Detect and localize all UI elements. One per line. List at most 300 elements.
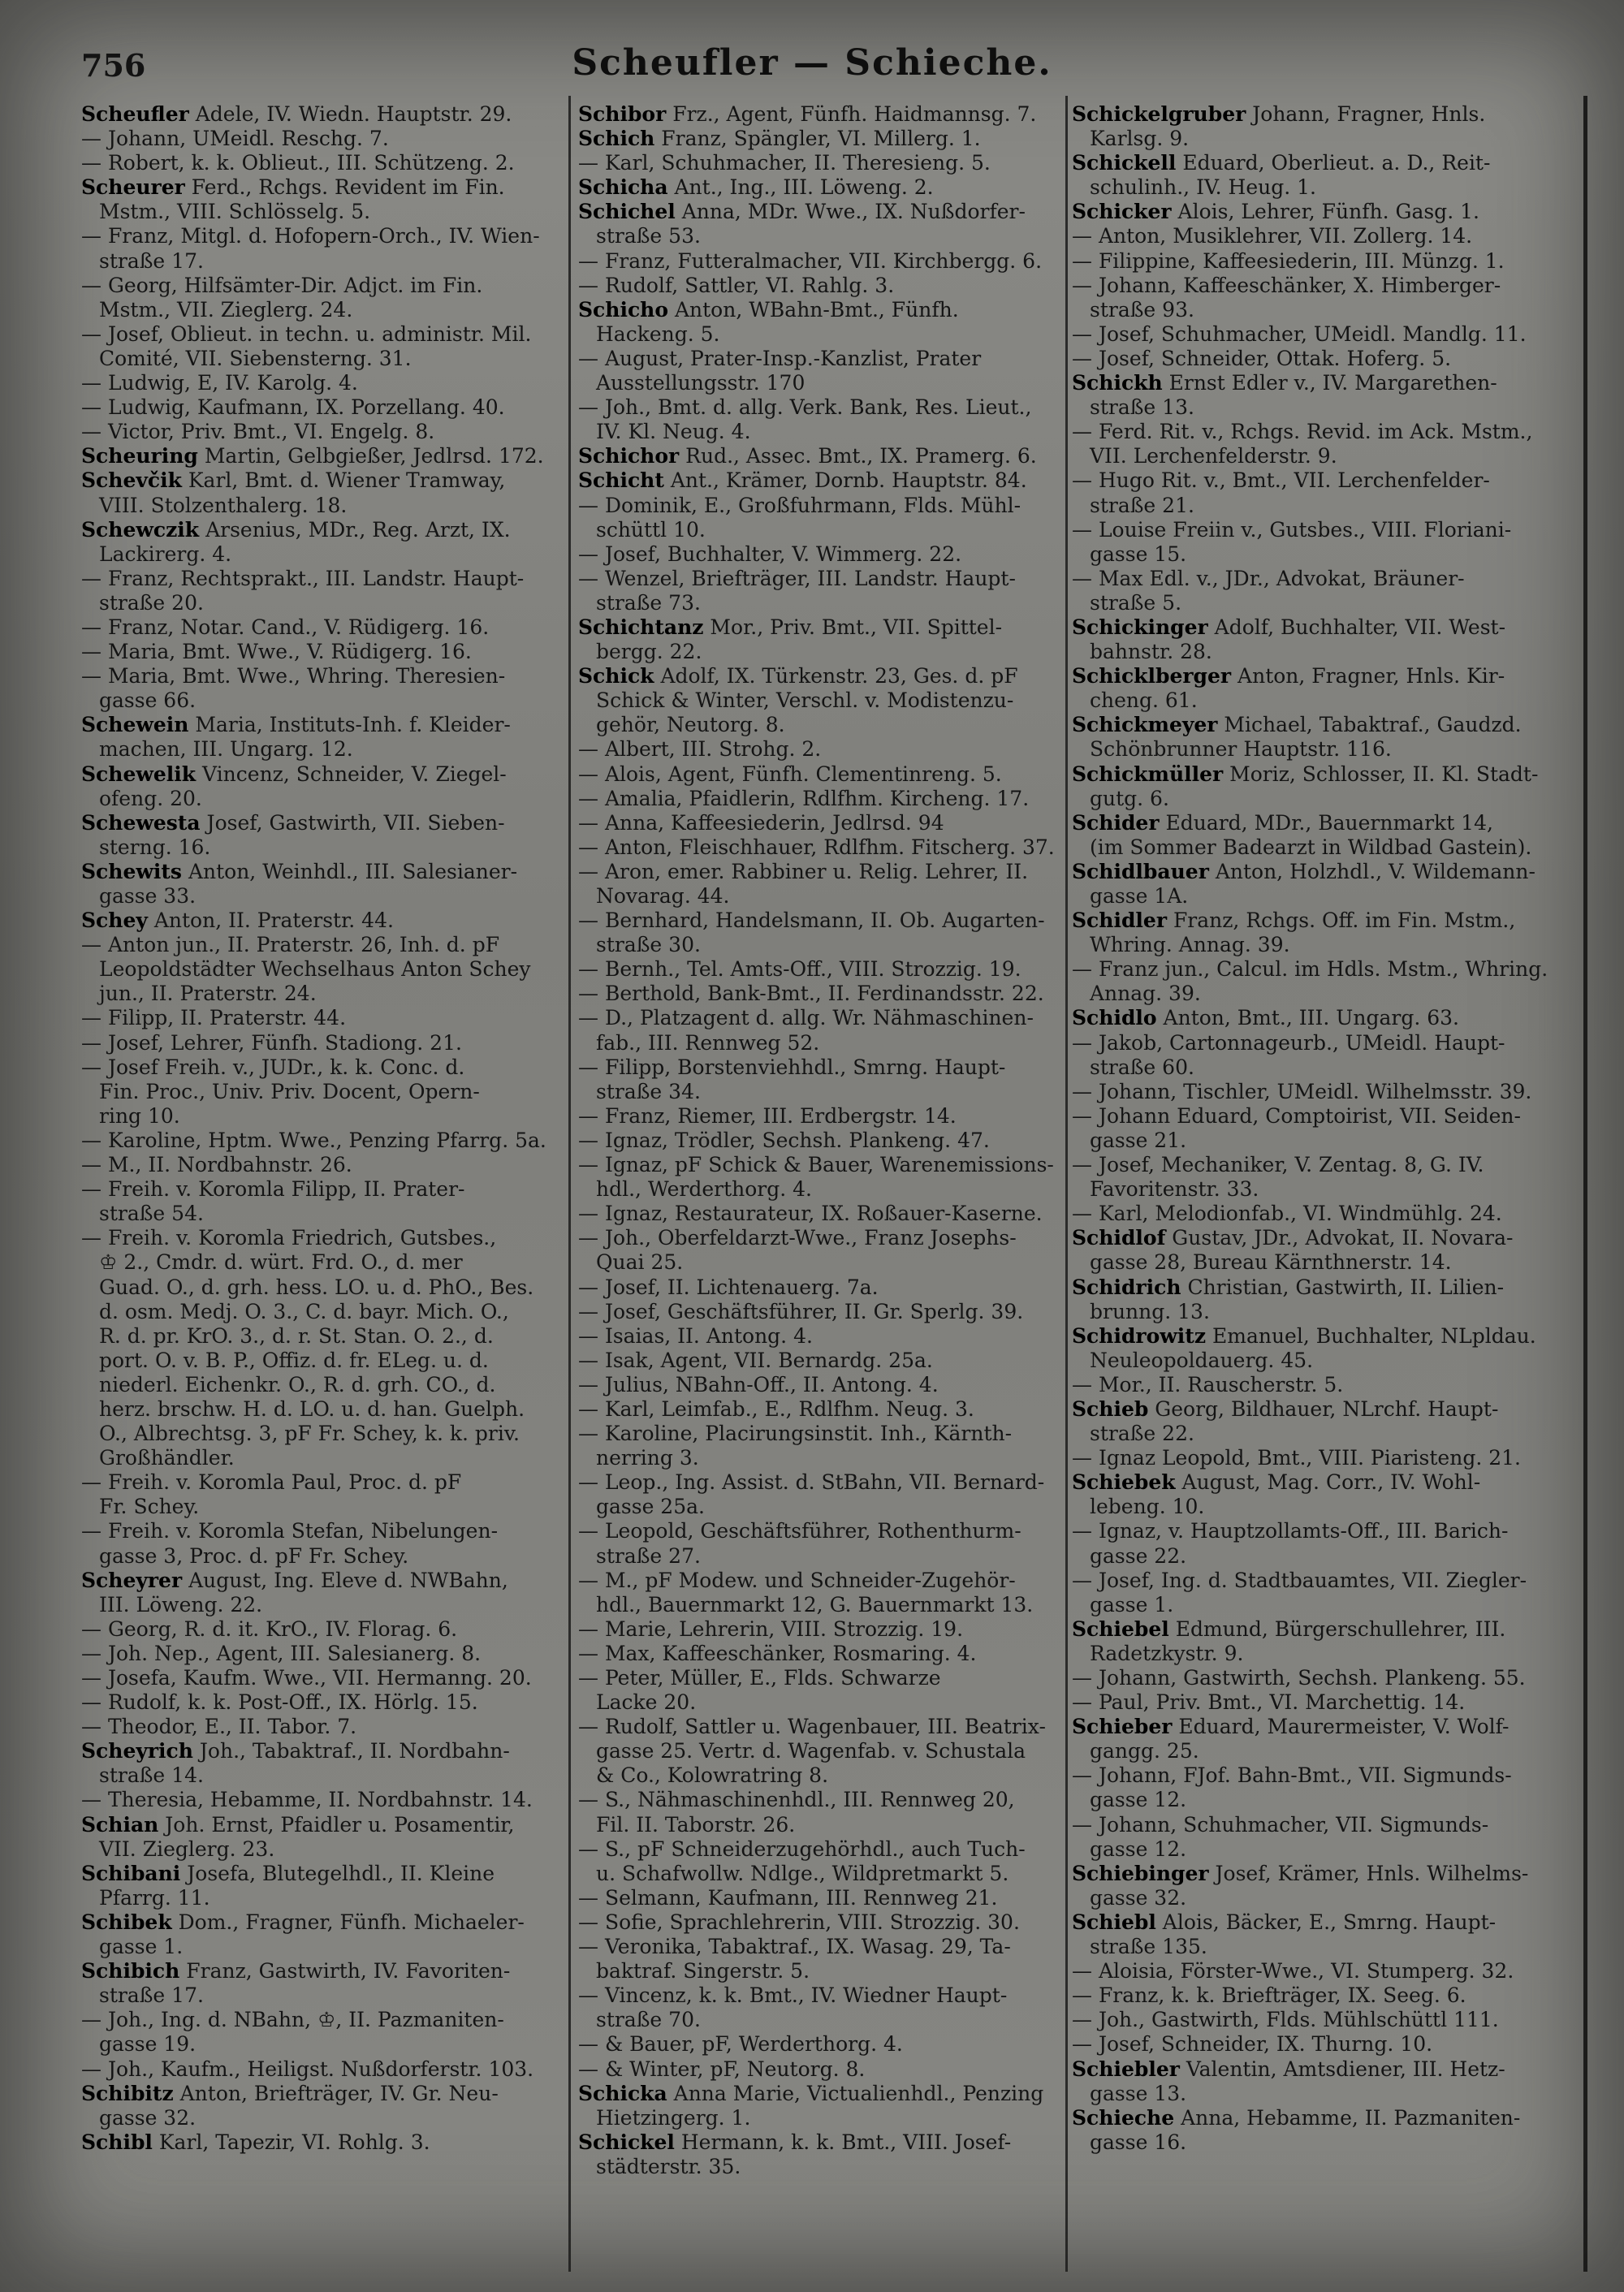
directory-line (1072, 688, 1557, 713)
directory-line (578, 1862, 1062, 1886)
directory-line (1072, 1837, 1557, 1862)
entry-text: ofeng. 20. (99, 786, 202, 810)
directory-line (81, 762, 562, 787)
directory-line (578, 347, 1062, 371)
directory-line (81, 1739, 562, 1763)
directory-line (81, 1250, 562, 1275)
entry-text: d. osm. Medj. O. 3., C. d. bayr. Mich. O., (99, 1299, 509, 1323)
entry-text: — Max Edl. v., JDr., Advokat, Bräuner- (1072, 566, 1465, 590)
entry-text: straße 17. (99, 248, 204, 273)
directory-line (81, 542, 562, 567)
entry-text: gasse 12. (1090, 1788, 1187, 1812)
entry-text: — Johann, Kaffeeschänker, X. Himberger- (1072, 273, 1501, 297)
directory-line (1072, 1666, 1557, 1690)
entry-text: Franz, Spängler, VI. Millerg. 1. (654, 127, 981, 151)
entry-text: — D., Platzagent d. allg. Wr. Nähmaschinen- (578, 1006, 1034, 1030)
entry-text: — Anton jun., II. Praterstr. 26, Inh. d. pF (81, 933, 500, 957)
directory-line (81, 1006, 562, 1030)
entry-text: Maria, Instituts-Inh. f. Kleider- (188, 713, 511, 737)
entry-text: Schönbrunner Hauptstr. 116. (1090, 737, 1392, 762)
directory-line (1072, 1080, 1557, 1104)
directory-line (81, 933, 562, 957)
directory-line (81, 420, 562, 444)
directory-line (578, 2155, 1062, 2179)
entry-text: — Wenzel, Briefträger, III. Landstr. Haupt- (578, 566, 1016, 590)
directory-line (81, 1177, 562, 1202)
entry-text: Großhändler. (99, 1446, 235, 1470)
entry-text: — Veronika, Tabaktraf., IX. Wasag. 29, Ta- (578, 1935, 1011, 1959)
directory-line (81, 1544, 562, 1569)
directory-line (81, 1519, 562, 1543)
entry-text: — Maria, Bmt. Wwe., Whring. Theresien- (81, 664, 506, 688)
entry-text: — S., Nähmaschinenhdl., III. Rennweg 20, (578, 1788, 1015, 1812)
directory-line (578, 395, 1062, 420)
directory-line (1072, 1593, 1557, 1617)
entry-surname: Schidlof (1072, 1226, 1166, 1250)
entry-text: — Johann, Gastwirth, Sechsh. Plankeng. 55. (1072, 1666, 1526, 1690)
directory-line (1072, 640, 1557, 664)
directory-line (81, 1300, 562, 1324)
entry-text: Georg, Bildhauer, NLrchf. Haupt- (1148, 1396, 1499, 1421)
directory-line (81, 664, 562, 688)
entry-text: Martin, Gelbgießer, Jedlrsd. 172. (197, 444, 544, 468)
entry-text: — Jakob, Cartonnageurb., UMeidl. Haupt- (1072, 1030, 1505, 1055)
entry-text: Eduard, Oberlieut. a. D., Reit- (1176, 151, 1491, 175)
directory-line (578, 982, 1062, 1006)
page-number: 756 (81, 47, 146, 84)
directory-line (81, 468, 562, 493)
entry-text: sterng. 16. (99, 835, 211, 859)
entry-text: — Freih. v. Koromla Paul, Proc. d. pF (81, 1470, 462, 1495)
entry-surname: Schieb (1072, 1396, 1149, 1421)
directory-line (81, 1666, 562, 1690)
directory-line (1072, 1715, 1557, 1739)
directory-line (81, 567, 562, 591)
directory-line (578, 1324, 1062, 1349)
entry-text: Anton, Briefträger, IV. Gr. Neu- (173, 2081, 499, 2105)
directory-line (578, 1129, 1062, 1153)
entry-text: — Ferd. Rit. v., Rchgs. Revid. im Ack. Mstm., (1072, 420, 1533, 444)
entry-text: — Johann, FJof. Bahn-Bmt., VII. Sigmunds- (1072, 1763, 1512, 1788)
entry-text: Karlsg. 9. (1090, 127, 1190, 151)
directory-line (1072, 1763, 1557, 1788)
directory-line (578, 1983, 1062, 2008)
entry-text: — Victor, Priv. Bmt., VI. Engelg. 8. (81, 420, 435, 444)
entry-text: — Theresia, Hebamme, II. Nordbahnstr. 14. (81, 1788, 533, 1812)
directory-line (81, 1495, 562, 1519)
directory-line (578, 1569, 1062, 1593)
directory-line (1072, 615, 1557, 640)
directory-line (81, 1349, 562, 1373)
directory-line (578, 1300, 1062, 1324)
directory-line (1072, 2082, 1557, 2106)
directory-line (578, 249, 1062, 274)
entry-surname: Schicker (1072, 200, 1172, 224)
entry-text: — Joh., Oberfeldarzt-Wwe., Franz Josephs- (578, 1226, 1017, 1250)
entry-text: — Rudolf, Sattler u. Wagenbauer, III. Beatrix- (578, 1715, 1046, 1739)
directory-line (578, 1349, 1062, 1373)
entry-text: straße 5. (1090, 590, 1182, 615)
directory-line (578, 1593, 1062, 1617)
directory-line (578, 1519, 1062, 1543)
entry-surname: Schich (578, 127, 655, 151)
entry-surname: Schevčik (81, 468, 182, 493)
directory-line (1072, 518, 1557, 542)
entry-text: Emanuel, Buchhalter, NLpldau. (1206, 1323, 1536, 1348)
entry-text: — Robert, k. k. Oblieut., III. Schützeng. 2. (81, 151, 515, 175)
entry-text: Mstm., VIII. Schlösselg. 5. (99, 200, 371, 224)
directory-line (81, 688, 562, 713)
entry-text: u. Schafwollw. Ndlge., Wildpretmarkt 5. (596, 1861, 1009, 1885)
entry-text: Michael, Tabaktraf., Gaudzd. (1217, 713, 1522, 737)
entry-text: Eduard, Maurermeister, V. Wolf- (1172, 1715, 1510, 1739)
directory-line (578, 420, 1062, 444)
directory-line (81, 982, 562, 1006)
entry-text: Anton, Weinhdl., III. Salesianer- (182, 859, 518, 883)
entry-surname: Schichor (578, 444, 680, 468)
entry-text: Valentin, Amtsdiener, III. Hetz- (1179, 2057, 1505, 2081)
entry-text: Annag. 39. (1090, 982, 1201, 1006)
entry-text: straße 14. (99, 1763, 204, 1788)
directory-line (81, 1763, 562, 1788)
directory-line (578, 1788, 1062, 1812)
entry-text: Lacke 20. (596, 1690, 697, 1715)
directory-line (1072, 1153, 1557, 1177)
entry-text: Adolf, Buchhalter, VII. West- (1207, 615, 1506, 639)
entry-text: — Filippine, Kaffeesiederin, III. Münzg. 1. (1072, 248, 1505, 273)
directory-line (578, 835, 1062, 860)
entry-text: — Rudolf, Sattler, VI. Rahlg. 3. (578, 273, 895, 297)
entry-text: R. d. pr. KrO. 3., d. r. St. Stan. O. 2., d. (99, 1323, 494, 1348)
directory-line (81, 175, 562, 200)
entry-surname: Schiebl (1072, 1910, 1156, 1934)
directory-line (81, 1788, 562, 1812)
directory-line (1072, 347, 1557, 371)
directory-line (578, 444, 1062, 468)
entry-text: Josef, Krämer, Hnls. Wilhelms- (1208, 1861, 1529, 1885)
directory-line (1072, 1055, 1557, 1080)
entry-surname: Schey (81, 909, 148, 933)
entry-text: — Freih. v. Koromla Friedrich, Gutsbes., (81, 1226, 497, 1250)
directory-line (578, 1813, 1062, 1837)
entry-text: — Josef, II. Lichtenauerg. 7a. (578, 1275, 879, 1299)
entry-text: Anton, Holzhdl., V. Wildemann- (1208, 859, 1535, 883)
directory-line (1072, 224, 1557, 248)
entry-surname: Scheyrich (81, 1739, 193, 1763)
directory-line (578, 1715, 1062, 1739)
entry-surname: Schewits (81, 859, 182, 883)
directory-line (1072, 762, 1557, 787)
directory-line (578, 2082, 1062, 2106)
entry-text: — Freih. v. Koromla Stefan, Nibelungen- (81, 1519, 499, 1543)
entry-text: — Georg, Hilfsämter-Dir. Adjct. im Fin. (81, 273, 483, 297)
directory-line (81, 1202, 562, 1226)
entry-text: gasse 16. (1090, 2130, 1187, 2154)
directory-line (1072, 1250, 1557, 1275)
directory-line (81, 1324, 562, 1349)
entry-text: schulinh., IV. Heug. 1. (1090, 175, 1316, 200)
entry-text: — M., II. Nordbahnstr. 26. (81, 1153, 352, 1177)
entry-surname: Schicklberger (1072, 664, 1232, 688)
entry-text: Dom., Fragner, Fünfh. Michaeler- (171, 1910, 525, 1934)
entry-text: Guad. O., d. grh. hess. LO. u. d. PhO., Bes. (99, 1275, 534, 1299)
entry-text: — Dominik, E., Großfuhrmann, Flds. Mühl- (578, 493, 1021, 517)
directory-line (1072, 1031, 1557, 1055)
entry-text: Frz., Agent, Fünfh. Haidmannsg. 7. (666, 102, 1037, 126)
entry-text: — Joh., Bmt. d. allg. Verk. Bank, Res. Lieut., (578, 395, 1032, 420)
entry-surname: Schiebel (1072, 1616, 1169, 1641)
directory-line (578, 1959, 1062, 1983)
entry-text: — Johann, UMeidl. Reschg. 7. (81, 127, 389, 151)
entry-surname: Schickmeyer (1072, 713, 1218, 737)
entry-text: — & Bauer, pF, Werderthorg. 4. (578, 2032, 903, 2057)
entry-surname: Schibich (81, 1959, 180, 1983)
entry-surname: Schidrich (1072, 1275, 1181, 1299)
entry-text: — Josef, Schneider, Ottak. Hoferg. 5. (1072, 346, 1452, 370)
entry-text: III. Löweng. 22. (99, 1592, 263, 1616)
entry-surname: Scheufler (81, 102, 189, 126)
entry-text: gasse 1. (99, 1935, 184, 1959)
directory-line (1072, 835, 1557, 860)
directory-line (1072, 1275, 1557, 1300)
entry-text: gasse 19. (99, 2032, 197, 2057)
entry-text: Johann, Fragner, Hnls. (1246, 102, 1486, 126)
directory-line (81, 1129, 562, 1153)
entry-text: — S., pF Schneiderzugehörhdl., auch Tuch- (578, 1837, 1026, 1861)
directory-line (578, 102, 1062, 127)
directory-line (1072, 1006, 1557, 1030)
directory-line (81, 1104, 562, 1129)
entry-text: bergg. 22. (596, 640, 702, 664)
entry-text: gangg. 25. (1090, 1739, 1199, 1763)
entry-text: — Rudolf, k. k. Post-Off., IX. Hörlg. 15. (81, 1690, 478, 1715)
directory-line (578, 1886, 1062, 1910)
entry-surname: Schibitz (81, 2081, 174, 2105)
entry-text: Christian, Gastwirth, II. Lilien- (1181, 1275, 1505, 1299)
entry-surname: Schicka (578, 2081, 667, 2105)
directory-line (81, 1910, 562, 1935)
directory-line (81, 2032, 562, 2057)
directory-line (1072, 2106, 1557, 2130)
entry-surname: Schieche (1072, 2105, 1175, 2130)
entry-text: — Louise Freiin v., Gutsbes., VIII. Floriani- (1072, 517, 1512, 542)
directory-line (81, 444, 562, 468)
entry-text: baktraf. Singerstr. 5. (596, 1959, 810, 1983)
directory-line (81, 1031, 562, 1055)
directory-line (81, 909, 562, 933)
directory-line (1072, 957, 1557, 982)
directory-line (1072, 494, 1557, 518)
entry-surname: Schibl (81, 2130, 153, 2154)
directory-line (578, 1177, 1062, 1202)
entry-text: — Josef, Mechaniker, V. Zentag. 8, G. IV. (1072, 1153, 1484, 1177)
directory-line (81, 1837, 562, 1862)
entry-text: Franz, Gastwirth, IV. Favoriten- (179, 1959, 511, 1983)
directory-line (578, 1739, 1062, 1763)
directory-line (81, 1959, 562, 1983)
directory-line (81, 1373, 562, 1397)
entry-text: August, Mag. Corr., IV. Wohl- (1175, 1470, 1481, 1495)
directory-line (578, 1202, 1062, 1226)
entry-surname: Schiebinger (1072, 1861, 1209, 1885)
entry-text: — Ignaz, v. Hauptzollamts-Off., III. Barich- (1072, 1519, 1509, 1543)
directory-line (81, 347, 562, 371)
entry-text: Ant., Ing., III. Löweng. 2. (667, 175, 934, 200)
entry-text: Novarag. 44. (596, 884, 730, 908)
directory-line (578, 468, 1062, 493)
entry-text: machen, III. Ungarg. 12. (99, 737, 353, 762)
entry-text: — Joh. Nep., Agent, III. Salesianerg. 8. (81, 1641, 482, 1665)
directory-line (1072, 542, 1557, 567)
directory-line (1072, 909, 1557, 933)
entry-text: lebeng. 10. (1090, 1495, 1205, 1519)
entry-text: — Franz, Futteralmacher, VII. Kirchbergg. 6. (578, 248, 1043, 273)
entry-text: schüttl 10. (596, 517, 706, 542)
entry-text: — Albert, III. Strohg. 2. (578, 737, 822, 762)
entry-text: straße 53. (596, 224, 701, 248)
entry-text: — Ludwig, E, IV. Karolg. 4. (81, 371, 358, 395)
entry-text: niederl. Eichenkr. O., R. d. grh. CO., d. (99, 1372, 496, 1396)
directory-line (81, 1886, 562, 1910)
directory-line (578, 762, 1062, 787)
entry-text: gasse 1. (1090, 1592, 1174, 1616)
directory-line (578, 1226, 1062, 1250)
directory-line (578, 322, 1062, 347)
entry-surname: Schidler (1072, 909, 1168, 933)
directory-line (81, 1642, 562, 1666)
entry-text: straße 21. (1090, 493, 1194, 517)
directory-line (1072, 1886, 1557, 1910)
directory-line (578, 909, 1062, 933)
entry-text: Hermann, k. k. Bmt., VIII. Josef- (674, 2130, 1012, 2154)
directory-line (1072, 1177, 1557, 1202)
entry-text: Leopoldstädter Wechselhaus Anton Schey (99, 957, 531, 982)
directory-line (1072, 1690, 1557, 1715)
entry-text: — Alois, Agent, Fünfh. Clementinreng. 5. (578, 762, 1002, 786)
directory-line (578, 1763, 1062, 1788)
entry-text: — Vincenz, k. k. Bmt., IV. Wiedner Haupt- (578, 1983, 1008, 2008)
entry-text: cheng. 61. (1090, 688, 1198, 713)
entry-text: — Leop., Ing. Assist. d. StBahn, VII. Bernard- (578, 1470, 1045, 1495)
directory-line (1072, 2032, 1557, 2057)
entry-surname: Schieber (1072, 1715, 1173, 1739)
entry-text: — Josef, Schneider, IX. Thurng. 10. (1072, 2032, 1433, 2057)
entry-surname: Schidlo (1072, 1006, 1157, 1030)
directory-line (1072, 1862, 1557, 1886)
directory-line (81, 615, 562, 640)
directory-line (1072, 1813, 1557, 1837)
entry-text: Mor., Priv. Bmt., VII. Spittel- (703, 615, 1003, 639)
entry-text: (im Sommer Badearzt in Wildbad Gastein). (1090, 835, 1532, 859)
directory-line (1072, 567, 1557, 591)
directory-line (578, 1397, 1062, 1422)
entry-text: — Leopold, Geschäftsführer, Rothenthurm- (578, 1519, 1021, 1543)
directory-line (578, 591, 1062, 615)
entry-text: gasse 12. (1090, 1837, 1187, 1861)
entry-text: — & Winter, pF, Neutorg. 8. (578, 2057, 866, 2081)
entry-surname: Schider (1072, 810, 1160, 835)
directory-line (1072, 1495, 1557, 1519)
directory-line (1072, 1788, 1557, 1812)
directory-line (81, 860, 562, 884)
directory-line (578, 688, 1062, 713)
directory-line (1072, 1935, 1557, 1959)
directory-line (81, 787, 562, 811)
entry-text: Fil. II. Taborstr. 26. (596, 1812, 796, 1837)
entry-text: Pfarrg. 11. (99, 1885, 210, 1910)
directory-line (1072, 982, 1557, 1006)
entry-text: Anton, Fragner, Hnls. Kir- (1231, 664, 1505, 688)
entry-text: Radetzkystr. 9. (1090, 1641, 1244, 1665)
entry-text: Edmund, Bürgerschullehrer, III. (1168, 1616, 1506, 1641)
entry-text: gasse 13. (1090, 2081, 1187, 2105)
directory-line (578, 127, 1062, 151)
directory-line (1072, 1202, 1557, 1226)
entry-surname: Schibor (578, 102, 667, 126)
directory-line (1072, 1544, 1557, 1569)
entry-text: gasse 1A. (1090, 884, 1189, 908)
entry-text: — Ignaz Leopold, Bmt., VIII. Piaristeng. 21. (1072, 1446, 1521, 1470)
directory-line (578, 811, 1062, 835)
directory-line (578, 1031, 1062, 1055)
entry-text: brunng. 13. (1090, 1299, 1210, 1323)
entry-text: Moriz, Schlosser, II. Kl. Stadt- (1223, 762, 1539, 786)
entry-text: — Anna, Kaffeesiederin, Jedlrsd. 94 (578, 810, 944, 835)
directory-line (81, 322, 562, 347)
entry-text: — Peter, Müller, E., Flds. Schwarze (578, 1666, 941, 1690)
entry-surname: Scheyrer (81, 1568, 183, 1592)
entry-surname: Schibek (81, 1910, 172, 1934)
entry-text: Lackirerg. 4. (99, 542, 232, 566)
entry-text: gehör, Neutorg. 8. (596, 713, 785, 737)
entry-text: nerring 3. (596, 1446, 699, 1470)
entry-text: straße 20. (99, 590, 204, 615)
entry-text: gasse 28, Bureau Kärnthnerstr. 14. (1090, 1250, 1452, 1275)
directory-line (1072, 1910, 1557, 1935)
entry-text: gasse 33. (99, 884, 197, 908)
directory-line (81, 151, 562, 175)
directory-line (578, 1910, 1062, 1935)
entry-text: — Julius, NBahn-Off., II. Antong. 4. (578, 1372, 939, 1396)
directory-line (81, 737, 562, 762)
entry-surname: Schickel (578, 2130, 675, 2154)
directory-line (1072, 249, 1557, 274)
directory-line (81, 102, 562, 127)
entry-text: — Franz, Mitgl. d. Hofopern-Orch., IV. Wien- (81, 224, 540, 248)
entry-text: Anton, Bmt., III. Ungarg. 63. (1156, 1006, 1459, 1030)
entry-text: port. O. v. B. P., Offiz. d. fr. ELeg. u. d. (99, 1348, 489, 1372)
entry-surname: Schidlbauer (1072, 859, 1209, 883)
entry-surname: Schewczik (81, 517, 200, 542)
directory-line (578, 371, 1062, 395)
directory-line (578, 640, 1062, 664)
entry-text: VIII. Stolzenthalerg. 18. (99, 493, 348, 517)
directory-line (1072, 1422, 1557, 1446)
directory-line (578, 2106, 1062, 2130)
directory-line (578, 664, 1062, 688)
entry-surname: Scheurer (81, 175, 185, 200)
entry-text: — Josef, Buchhalter, V. Wimmerg. 22. (578, 542, 962, 566)
directory-line (81, 1446, 562, 1470)
entry-text: Anton, II. Praterstr. 44. (147, 909, 394, 933)
entry-text: Hackeng. 5. (596, 322, 720, 346)
entry-text: Neuleopoldauerg. 45. (1090, 1348, 1314, 1372)
entry-text: straße 34. (596, 1079, 701, 1103)
entry-text: — Amalia, Pfaidlerin, Rdlfhm. Kircheng. 17. (578, 786, 1030, 810)
entry-text: straße 54. (99, 1202, 204, 1226)
directory-line (578, 2008, 1062, 2032)
directory-line (1072, 444, 1557, 468)
